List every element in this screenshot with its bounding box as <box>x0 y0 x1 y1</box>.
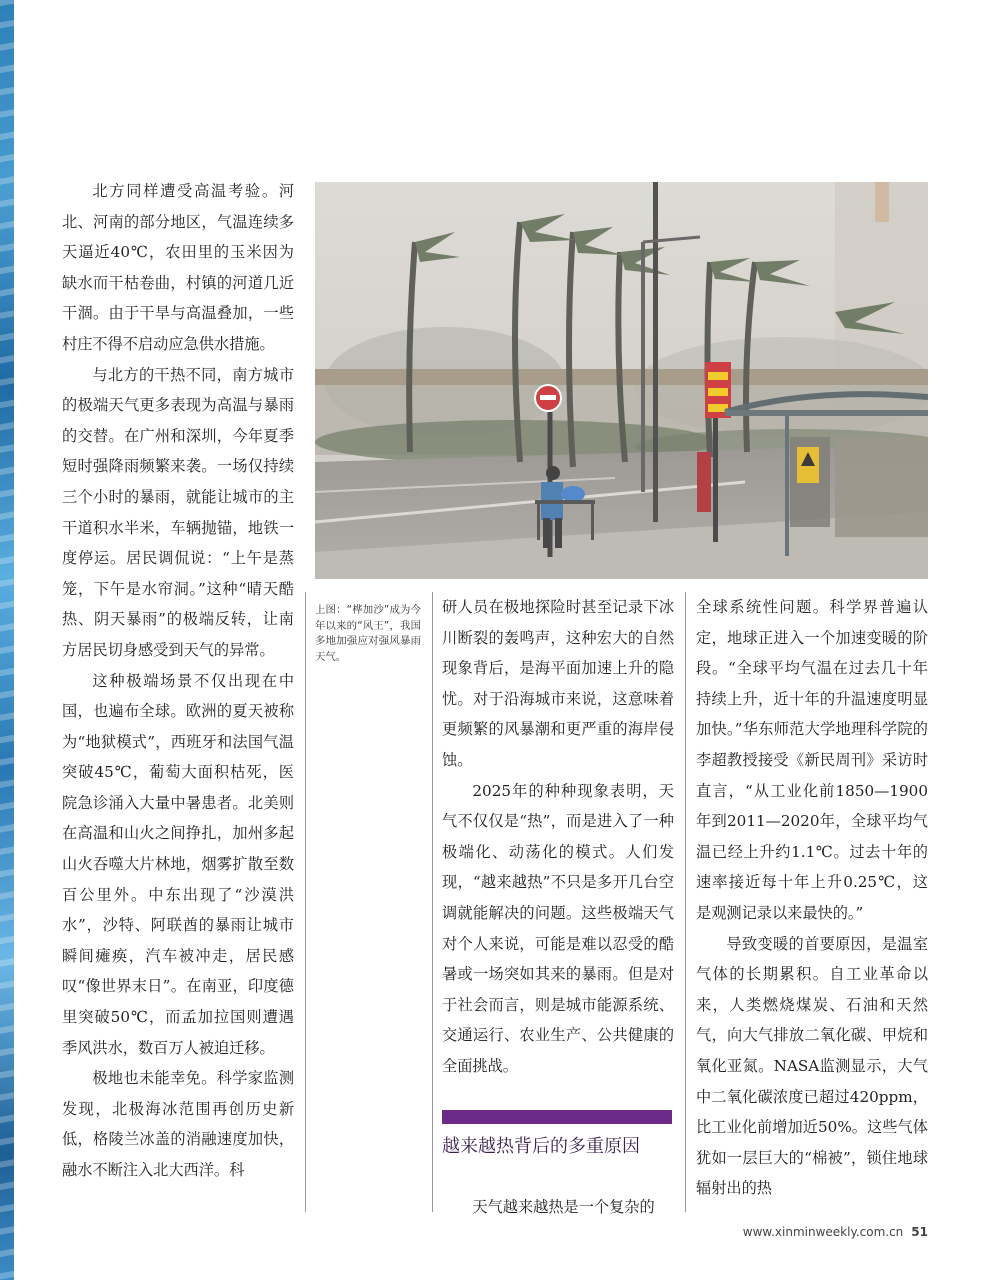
typhoon-street-photo <box>315 182 928 579</box>
paragraph: 天气越来越热是一个复杂的 <box>472 1198 655 1216</box>
website-url: www.xinminweekly.com.cn <box>742 1225 904 1239</box>
paragraph: 极地也未能幸免。科学家监测发现，北极海冰范围再创历史新低，格陵兰冰盖的消融速度加快，融水不断注入北大西洋。科 <box>62 1069 294 1179</box>
section-accent-bar <box>442 1110 672 1124</box>
column-divider <box>685 592 686 1212</box>
text-column-2-continued <box>442 1192 674 1223</box>
column-divider <box>305 592 306 1212</box>
text-column-2 <box>442 592 674 1082</box>
paragraph: 2025年的种种现象表明，天气不仅仅是“热”，而是进入了一种极端化、动荡化的模式。人们发现，“越来越热”不只是多开几台空调就能解决的问题。这些极端天气对个人来说，可能是难以忍受的酷暑或一场突如其来的暴雨。但是对于社会而言，则是城市能源系统、交通运行、农业生产、公共健康的全面挑战。 <box>442 781 674 1075</box>
text-column-1 <box>62 176 294 1186</box>
text-column-3 <box>696 592 928 1204</box>
section-heading: 越来越热背后的多重原因 <box>442 1136 640 1157</box>
blue-edge-strip <box>0 0 14 1280</box>
page-number: 51 <box>911 1225 928 1239</box>
paragraph: 研人员在极地探险时甚至记录下冰川断裂的轰鸣声，这种宏大的自然现象背后，是海平面加速上升的隐忧。对于沿海城市来说，这意味着更频繁的风暴潮和更严重的海岸侵蚀。 <box>442 598 674 769</box>
paragraph: 与北方的干热不同，南方城市的极端天气更多表现为高温与暴雨的交替。在广州和深圳，今年夏季短时强降雨频繁来袭。一场仅持续三个小时的暴雨，就能让城市的主干道积水半米，车辆抛锚，地铁一度停运。居民调侃说：“上午是蒸笼，下午是水帘洞。”这种“晴天酷热、阴天暴雨”的极端反转，让南方居民切身感受到天气的异常。 <box>62 365 294 659</box>
paragraph: 导致变暖的首要原因，是温室气体的长期累积。自工业革命以来，人类燃烧煤炭、石油和天然气，向大气排放二氧化碳、甲烷和氧化亚氮。NASA监测显示，大气中二氧化碳浓度已超过420ppm，比工业化前增加近50%。这些气体犹如一层巨大的“棉被”，锁住地球辐射出的热 <box>696 934 928 1198</box>
photo-caption: 上图：“桦加沙”成为今年以来的“风王”，我国多地加强应对强风暴雨天气。 <box>315 604 421 663</box>
paragraph: 这种极端场景不仅出现在中国，也遍布全球。欧洲的夏天被称为“地狱模式”，西班牙和法国气温突破45℃，葡萄大面积枯死，医院急诊涌入大量中暑患者。北美则在高温和山火之间挣扎，加州多起山火吞噬大片林地，烟雾扩散至数百公里外。中东出现了“沙漠洪水”，沙特、阿联酋的暴雨让城市瞬间瘫痪，汽车被冲走，居民感叹“像世界末日”。在南亚，印度德里突破50℃，而孟加拉国则遭遇季风洪水，数百万人被迫迁移。 <box>62 671 294 1057</box>
column-divider <box>432 592 433 1212</box>
page-footer <box>743 1225 928 1239</box>
paragraph: 北方同样遭受高温考验。河北、河南的部分地区，气温连续多天逼近40℃，农田里的玉米因为缺水而干枯卷曲，村镇的河道几近干涸。由于干旱与高温叠加，一些村庄不得不启动应急供水措施。 <box>62 182 294 353</box>
paragraph: 全球系统性问题。科学界普遍认定，地球正进入一个加速变暖的阶段。“全球平均气温在过去几十年持续上升，近十年的升温速度明显加快。”华东师范大学地理科学院的李超教授接受《新民周刊》采访时直言，“从工业化前1850—1900年到2011—2020年，全球平均气温已经上升约1.1℃。过去十年的速率接近每十年上升0.25℃，这是观测记录以来最快的。” <box>696 598 928 922</box>
